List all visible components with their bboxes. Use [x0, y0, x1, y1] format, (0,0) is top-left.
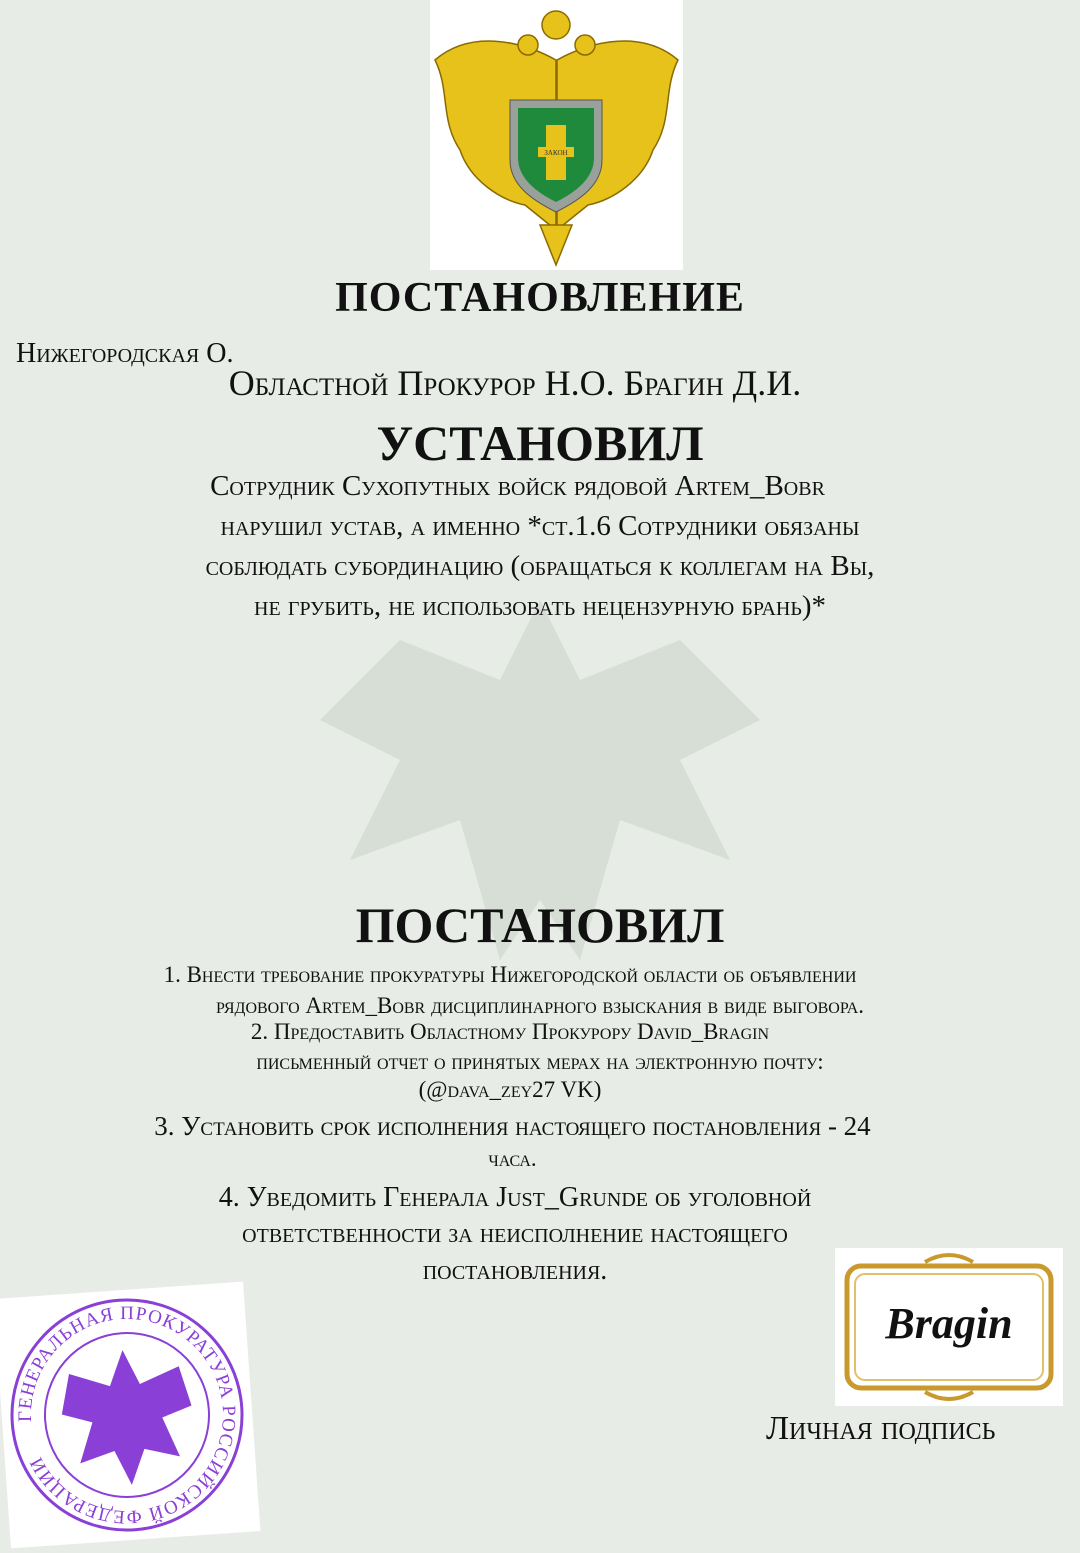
decided-line: (@dava_zey27 VK): [418, 1077, 602, 1102]
signature: Bragin: [885, 1299, 1013, 1348]
decided-line: рядового Artem_Bobr дисциплинарного взыскания в виде выговора.: [215, 993, 865, 1018]
prosecutor-stamp: [0, 1282, 260, 1549]
established-heading: УСТАНОВИЛ: [376, 415, 704, 471]
established-line: соблюдать субординацию (обращаться к коллегам на Вы,: [205, 550, 875, 582]
signature-box: [835, 1248, 1063, 1406]
decided-line: ответственности за неисполнение настоящего: [242, 1218, 788, 1249]
official-name: Областной Прокурор Н.О. Брагин Д.И.: [228, 363, 802, 403]
svg-text:ЗАКОН: ЗАКОН: [544, 149, 568, 157]
decided-heading: ПОСТАНОВИЛ: [355, 897, 725, 953]
decided-line: 2. Предоставить Областному Прокурору David_Bragin: [250, 1019, 770, 1044]
decided-line: 3. Установить срок исполнения настоящего постановления - 24: [154, 1111, 871, 1141]
region-label: Нижегородская О.: [16, 338, 234, 369]
decided-line: 4. Уведомить Генерала Just_Grunde об уголовной: [218, 1182, 812, 1213]
decided-line: часа.: [488, 1146, 537, 1171]
established-line: не грубить, не использовать нецензурную брань)*: [254, 590, 826, 622]
decided-line: 1. Внести требование прокуратуры Нижегородской области об объявлении: [163, 962, 857, 987]
signature-label: Личная подпись: [766, 1410, 996, 1447]
decided-line: постановления.: [422, 1255, 608, 1286]
established-line: Сотрудник Сухопутных войск рядовой Artem_Bobr: [210, 470, 825, 502]
decided-line: письменный отчет о принятых мерах на электронную почту:: [256, 1049, 824, 1074]
established-line: нарушил устав, а именно *ст.1.6 Сотрудники обязаны: [220, 510, 860, 542]
prosecutor-emblem: [430, 0, 683, 270]
svg-text:ГЕНЕРАЛЬНАЯ ПРОКУРАТУРА РОССИЙ: ГЕНЕРАЛЬНАЯ ПРОКУРАТУРА РОССИЙСКОЙ ФЕДЕРАЦИИ: [14, 1302, 240, 1528]
document-title: ПОСТАНОВЛЕНИЕ: [335, 275, 745, 321]
